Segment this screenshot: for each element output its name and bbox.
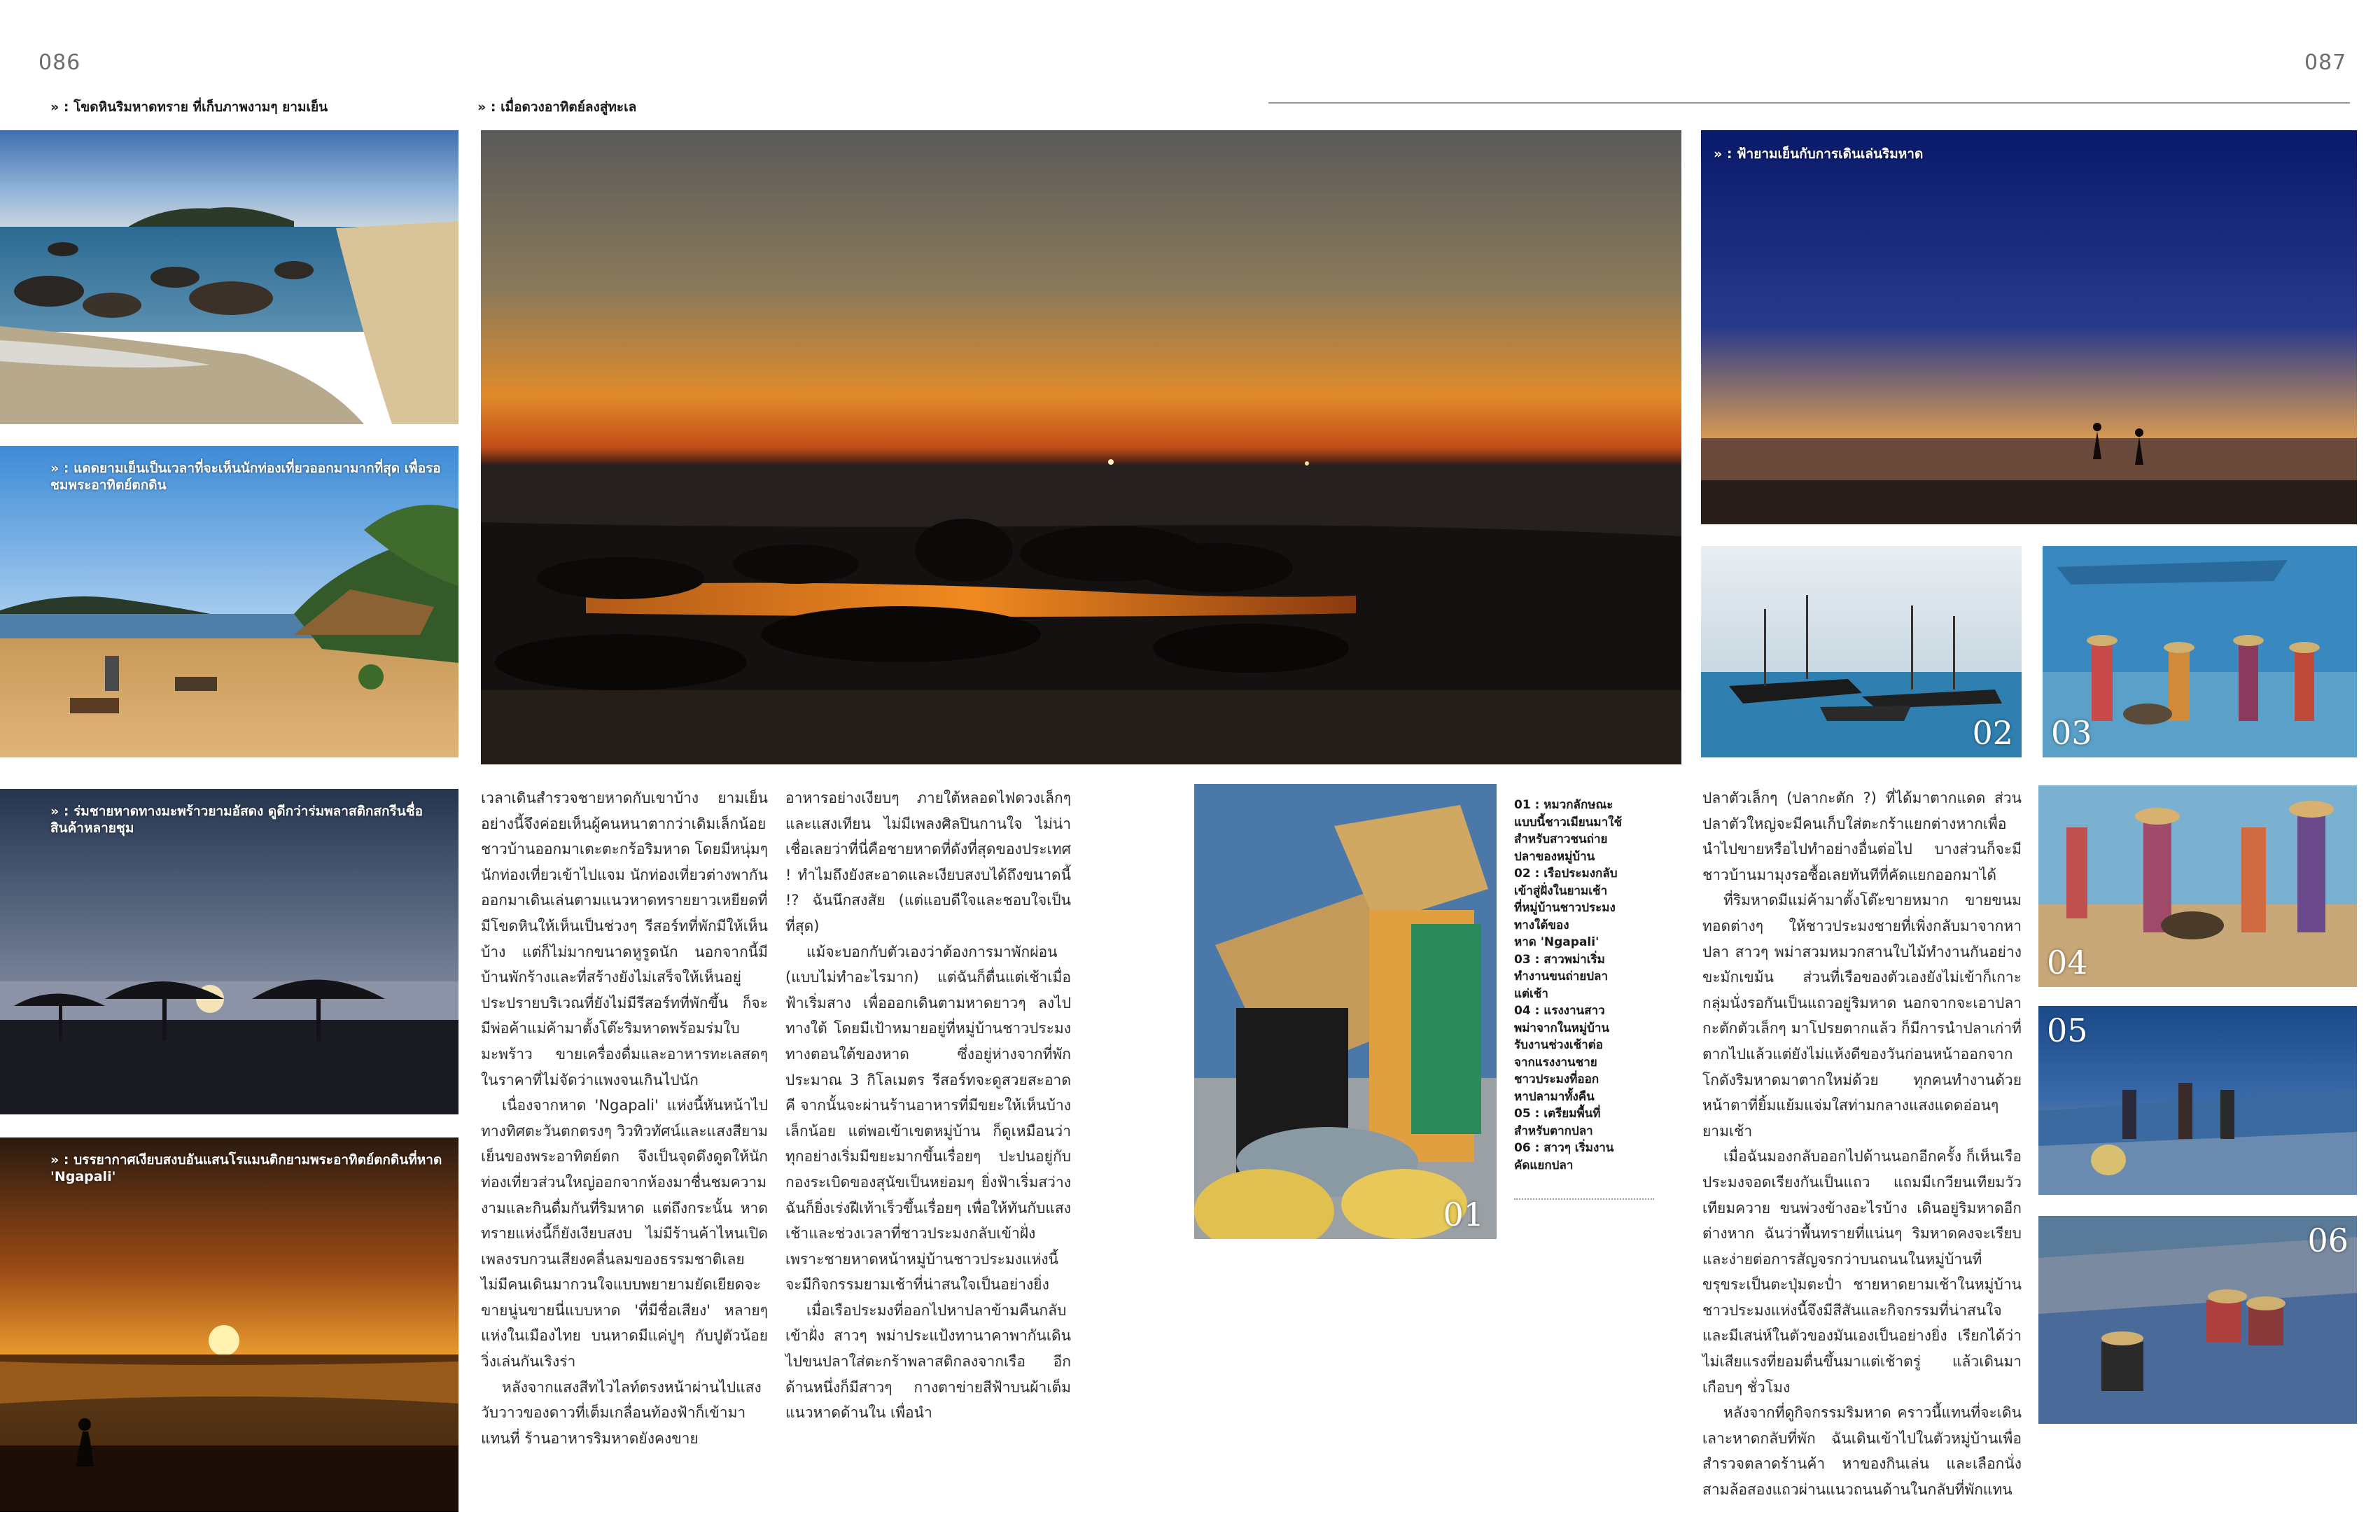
photo-number-03: 03 [2051,714,2092,752]
caption-evening-walk: » : ฟ้ายามเย็นกับการเดินเล่นริมหาด [1714,146,1924,162]
legend-line: ทำงานขนถ่ายปลา [1514,969,1609,983]
caption-rocks: » : โขดหินริมหาดทราย ที่เก็บภาพงามๆ ยามเย็น [50,99,328,115]
col1-paragraph-1: เวลาเดินสำรวจชายหาดกับเขาบ้าง ยามเย็นอย่างนี้จึงค่อยเห็นผู้คนหนาตากว่าเดิมเล็กน้อย ชาวบ้านออกมาเตะตะกร้อริมหาด โดยมีหนุ่มๆ นักท่องเที่ยวเข้าไปแจม นักท่องเที่ยวต่างพากันออกมาเดินเล่นตามแนวหาดทรายยาวเหยียดที่มีโขดหินให้เห็นเป็นช่วงๆ รีสอร์ทที่พักมีให้เห็นบ้าง แต่ก็ไม่มากขนาดหูรูดนัก นอกจากนี้มีบ้านพักร้างและที่สร้างยังไม่เสร็จให้เห็นอยู่ประปรายบริเวณที่ยังไม่มีรีสอร์ทที่พักขึ้น ก็จะมีพ่อค้าแม่ค้ามาตั้งโต๊ะริมหาดพร้อมร่มใบมะพร้าว ขายเครื่องดื่มและอาหารทะเลสดๆ ในราคาที่ไม่จัดว่าแพงจนเกินไปนัก [481,790,768,1088]
legend-line: สำหรับตากปลา [1514,1124,1593,1138]
col2-paragraph-2: แม้จะบอกกับตัวเองว่าต้องการมาพักผ่อน (แบบไม่ทำอะไรมาก) แต่ฉันก็ตื่นแต่เช้าเมื่อฟ้าเริ่มสาง เพื่อออกเดินตามหาดยาวๆ ลงไปทางใต้ โดยมีเป้าหมายอยู่ที่หมู่บ้านชาวประมงทางตอนใต้ของหาด ซึ่งอยู่ห่างจากที่พักประมาณ 3 กิโลเมตร รีสอร์ทจะดูสวยสะอาดคี จากนั้นจะผ่านร้านอาหารที่มีขยะให้เห็นบ้างเล็กน้อย แต่พอเข้าเขตหมู่บ้าน ก็ดูเหมือนว่าทุกอย่างเริ่มมีขยะมากขึ้นเรื่อยๆ ปะปนอยู่กับกองระเบิดของสุนัขเป็นหย่อมๆ ยิ่งฟ้าเริ่มสว่างฉันก็ยิ่งเร่งฝีเท้าเร็วขึ้นเรื่อยๆ เพื่อให้ทันกับแสงเช้าและช่วงเวลาที่ชาวประมงกลับเข้าฝั่ง เพราะชายหาดหน้าหมู่บ้านชาวประมงแห่งนี้จะมีกิจกรรมยามเช้าที่น่าสนใจเป็นอย่างยิ่ง [785,943,1071,1294]
body-column-1 [481,785,768,1513]
legend-line: 05 : เตรียมพื้นที่ [1514,1107,1601,1121]
col2-paragraph-1: อาหารอย่างเงียบๆ ภายใต้หลอดไฟดวงเล็กๆ และแสงเทียน ไม่มีเพลงศิลปินกานใจ ไม่น่าเชื่อเลยว่าที่นี่คือชายหาดที่ดังที่สุดของประเทศ ! ทำไมถึงยังสะอาดและเงียบสงบได้ถึงขนาดนี้ !? ฉันนึกสงสัย (แต่แอบดีใจและชอบใจเป็นที่สุด) [785,790,1071,934]
photo-02-fishing-boats [1701,546,2022,757]
photo-rocky-beach [0,130,458,424]
photo-number-05: 05 [2047,1011,2088,1049]
legend-line: แบบนี้ชาวเมียนมาใช้ [1514,815,1622,830]
photo-06-sorting-fish [2038,1216,2357,1424]
legend-line: รับงานช่วงเช้าต่อ [1514,1038,1603,1052]
body-column-3 [1702,785,2022,1513]
caption-romantic-sunset: » : บรรยากาศเงียบสงบอันแสนโรแมนติกยามพระอาทิตย์ตกดินที่หาด 'Ngapali' [50,1152,442,1184]
col3-paragraph-3: เมื่อฉันมองกลับออกไปด้านนอกอีกครั้ง ก็เห็นเรือประมงจอดเรียงกันเป็นแถว แถมมีเกวียนเทียมวัว เทียมควาย ขนพ่วงข้างอะไรบ้าง เดินอยู่ริมหาดอีกต่างหาก ฉันว่าพื้นทรายที่แน่นๆ ริมหาดคงจะเรียบและง่ายต่อการสัญจรกว่าบนถนนในหมู่บ้านที่ขรุขระเป็นตะปุ่มตะป่ำ ชายหาดยามเช้าในหมู่บ้านชาวประมงแห่งนี้จึงมีสีสันและกิจกรรมที่น่าสนใจและมีเสน่ห์ในตัวของมันเองเป็นอย่างยิ่ง เรียกได้ว่าไม่เสียแรงที่ยอมตื่นขึ้นมาแต่เช้าตรู่ แล้วเดินมาเกือบๆ ชั่วโมง [1702,1148,2022,1396]
col1-paragraph-3: หลังจากแสงสีทไวไลท์ตรงหน้าผ่านไปแสงวับวาวของดาวที่เต็มเกลื่อนท้องฟ้าก็เข้ามาแทนที่ ร้านอาหารริมหาดยังคงขาย [481,1378,762,1447]
legend-line: สำหรับสาวชนถ่าย [1514,832,1608,846]
photo-01-hats-fish [1194,784,1497,1239]
photo-ngapali-sunset [0,1138,458,1512]
legend-line: เข้าสู่ฝั่งในยามเช้า [1514,883,1608,898]
legend-dotted-rule [1514,1198,1654,1200]
legend-line: หาด 'Ngapali' [1514,935,1600,949]
photo-main-sunset [481,130,1681,764]
legend-line: 03 : สาวพม่าเริ่ม [1514,952,1605,967]
photo-beach-huts [0,446,458,757]
legend-line: ปลาของหมู่บ้าน [1514,849,1595,864]
legend-line: พม่าจากในหมู่บ้าน [1514,1021,1610,1035]
photo-number-01: 01 [1443,1196,1484,1233]
photo-number-02: 02 [1972,714,2013,752]
legend-line: ทางใต้ของ [1514,918,1569,932]
legend-line: 02 : เรือประมงกลับ [1514,867,1618,881]
photo-04-women-workers [2038,785,2357,987]
legend-line: หาปลามาทั้งคืน [1514,1089,1595,1104]
page-number-right: 087 [2304,50,2347,75]
caption-sunset-main: » : เมื่อดวงอาทิตย์ลงสู่ทะเล [477,99,637,115]
col3-paragraph-1: ปลาตัวเล็กๆ (ปลากะตัก ?) ที่ได้มาตากแดด ส่วนปลาตัวใหญ่จะมีคนเก็บใส่ตะกร้าแยกต่างหากเพื่อนำไปขายหรือไปทำอย่างอื่นต่อไป บางส่วนก็จะมีชาวบ้านมามุงรอซื้อเลยทันทีที่คัดแยกออกมาได้ [1702,790,2022,883]
legend-line: คัดแยกปลา [1514,1158,1574,1172]
photo-palm-umbrellas [0,789,458,1114]
col2-paragraph-3: เมื่อเรือประมงที่ออกไปหาปลาข้ามคืนกลับเข้าฝั่ง สาวๆ พม่าประแป้งทานาคาพากันเดินไปขนปลาใส่ตะกร้าพลาสติกลงจากเรือ อีกด้านหนึ่งก็มีสาวๆ กางตาข่ายสีฟ้าบนผ้าเต็มแนวหาดด้านใน เพื่อนำ [785,1301,1071,1422]
col3-paragraph-4: หลังจากที่ดูกิจกรรมริมหาด คราวนี้แทนที่จะเดินเลาะหาดกลับที่พัก ฉันเดินเข้าไปในตัวหมู่บ้านเพื่อสำรวจตลาดร้านค้า หาของกินเล่น และเลือกนั่งสามล้อสองแถวผ่านแนวถนนด้านในกลับที่พักแทน [1702,1404,2022,1499]
caption-evening-crowd: » : แดดยามเย็นเป็นเวลาที่จะเห็นนักท่องเที่ยวออกมามากที่สุด เพื่อรอชมพระอาทิตย์ตกดิน [50,461,441,493]
photo-03-women-baskets [2043,546,2357,757]
legend-line: ที่หมู่บ้านชาวประมง [1514,901,1616,915]
photo-05-drying-area [2038,1006,2357,1195]
photo-number-06: 06 [2307,1222,2348,1259]
col3-paragraph-2: ที่ริมหาดมีแม่ค้ามาตั้งโต๊ะขายหมาก ขายขนมทอดต่างๆ ให้ชาวประมงชายที่เพิ่งกลับมาจากหาปลา สาวๆ พม่าสวมหมวกสานใบไม้ทำงานกันอย่างขะมักเขม้น ส่วนที่เรือของตัวเองยังไม่เข้าก็เกาะกลุ่มนั่งรอกันเป็นแถวอยู่ริมหาด นอกจากจะเอาปลากะตักตัวเล็กๆ มาโปรยตากแล้ว ก็มีการนำปลาเก่าที่ตากไปแล้วแต่ยังไม่แห้งดีของวันก่อนหน้าออกจากโกดังริมหาดมาตากใหม่ด้วย ทุกคนทำงานด้วยหน้าตาที่ยิ้มแย้มแจ่มใสท่ามกลางแสงแดดอ่อนๆ ยามเช้า [1702,892,2022,1140]
photo-legend [1514,797,1654,1174]
photo-number-04: 04 [2047,944,2088,981]
legend-line: 04 : แรงงานสาว [1514,1004,1605,1018]
legend-line: ชาวประมงที่ออก [1514,1072,1600,1086]
legend-line: แต่เช้า [1514,986,1548,1001]
photo-evening-walk [1701,130,2357,524]
legend-line: 01 : หมวกลักษณะ [1514,798,1614,812]
legend-line: 06 : สาวๆ เริ่มงาน [1514,1141,1614,1155]
col1-paragraph-2: เนื่องจากหาด 'Ngapali' แห่งนี้หันหน้าไปทางทิศตะวันตกตรงๆ วิวทิวทัศน์และแสงสียามเย็นของพระอาทิตย์ตก จึงเป็นจุดดึงดูดให้นักท่องเที่ยวส่วนใหญ่ออกจากห้องมาชื่นชมความงามและกินดื่มกันที่ริมหาด แต่ถึงกระนั้น หาดทรายแห่งนี้ก็ยังเงียบสงบ ไม่มีร้านค้าไหนเปิดเพลงรบกวนเสียงคลื่นลมของธรรมชาติเลย ไม่มีคนเดินมากวนใจแบบพยายามยัดเยียดจะขายนู่นขายนี่แบบหาด 'ที่มีชื่อเสียง' หลายๆ แห่งในเมืองไทย บนหาดมีแค่ปูๆ กับปูตัวน้อยวิ่งเล่นกันเริงร่า [481,1097,768,1371]
body-column-2 [785,785,1071,1513]
page-number-left: 086 [38,50,81,75]
legend-line: จากแรงงานชาย [1514,1055,1597,1070]
header-rule [1268,102,2350,104]
caption-umbrellas: » : ร่มชายหาดทางมะพร้าวยามอัสดง ดูดีกว่าร่มพลาสติกสกรีนชื่อสินค้าหลายชุม [50,804,424,836]
